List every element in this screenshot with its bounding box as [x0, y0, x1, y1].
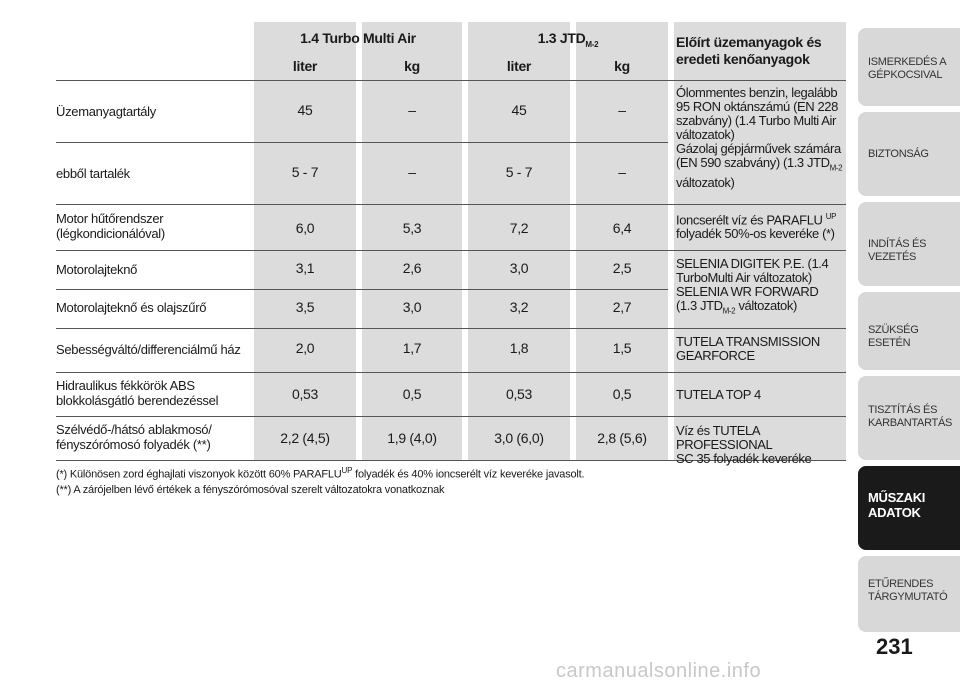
table-cell: – [408, 102, 416, 118]
engine2-header: 1.3 $JTD_{M-2}$ [537, 30, 599, 49]
table-cell: 3,0 (6,0) [494, 430, 544, 446]
col-divider [668, 22, 674, 460]
footnote-1: (*) Különösen zord éghajlati viszonyok között 60% $PARAFLU^{UP}$ folyadék és 40% ioncserélt víz keveréke javasolt. [56, 466, 585, 481]
row-divider [56, 289, 668, 290]
watermark: carmanualsonline.info [556, 660, 762, 682]
row-label-oil-sump: Motorolajteknő [56, 262, 138, 277]
table-cell: 3,0 [509, 260, 529, 276]
tab-emergency[interactable]: SZÜKSÉG ESETÉN [858, 292, 960, 370]
unit-kg-1: kg [404, 58, 420, 74]
table-cell: 7,2 [509, 220, 529, 236]
tab-safety[interactable]: BIZTONSÁG [858, 112, 960, 196]
table-cell: 5 - 7 [291, 164, 319, 180]
unit-liter-2: liter [506, 58, 532, 74]
table-cell: 1,8 [509, 340, 529, 356]
table-cell: – [618, 164, 626, 180]
engine1-header: 1.4 Turbo Multi Air [300, 30, 416, 46]
spec-fuel: Ólommentes benzin, legalább 95 RON oktánszámú (EN 228 szabvány) (1.4 Turbo Multi Air változatok) Gázolaj gépjárművek számára (EN 590 szabvány) (1.3 $JTD_{M-2}$ változatok) [676, 85, 843, 190]
tab-technical-data[interactable]: MŰSZAKI ADATOK [858, 466, 960, 550]
tab-maintenance[interactable]: TISZTÍTÁS ÉS KARBANTARTÁS [858, 376, 960, 460]
row-label-fuel-tank: Üzemanyagtartály [56, 104, 156, 119]
row-label-cooling: Motor hűtőrendszer (légkondicionálóval) [56, 211, 165, 241]
row-divider [56, 250, 846, 251]
table-cell: 5,3 [402, 220, 422, 236]
row-divider [56, 416, 846, 417]
table-cell: 1,9 (4,0) [387, 430, 437, 446]
row-label-brakes: Hidraulikus fékkörök ABS blokkolásgátló berendezéssel [56, 378, 219, 408]
row-divider [56, 204, 846, 205]
spec-gearbox: TUTELA TRANSMISSION GEARFORCE [676, 334, 820, 363]
row-label-oil-filter: Motorolajteknő és olajszűrő [56, 300, 207, 315]
table-cell: 3,1 [295, 260, 315, 276]
spec-coolant: Ioncserélt víz és PARAFLU $^{UP}$ folyadék 50%-os keveréke (*) [676, 212, 837, 242]
table-cell: 1,5 [612, 340, 632, 356]
table-cell: 2,2 (4,5) [280, 430, 330, 446]
table-cell: 3,2 [509, 299, 529, 315]
table-cell: 3,0 [402, 299, 422, 315]
table-cell: – [618, 102, 626, 118]
row-divider [56, 372, 846, 373]
page-number: 231 [876, 634, 913, 659]
row-divider [56, 142, 668, 143]
table-cell: 45 [297, 102, 313, 118]
table-cell: 5 - 7 [505, 164, 533, 180]
tab-getting-to-know[interactable]: ISMERKEDÉS A GÉPKOCSIVAL [858, 28, 960, 106]
tab-starting-driving[interactable]: INDÍTÁS ÉS VEZETÉS [858, 202, 960, 286]
table-cell: 2,6 [402, 260, 422, 276]
table-cell: 2,5 [612, 260, 632, 276]
row-label-gearbox: Sebességváltó/differenciálmű ház [56, 342, 241, 357]
unit-kg-2: kg [614, 58, 630, 74]
tab-index[interactable]: ETŰRENDES TÁRGYMUTATÓ [858, 556, 960, 632]
footnote-2: (**) A zárójelben lévő értékek a fényszórómosóval szerelt változatokra vonatkoznak [56, 484, 445, 496]
table-cell: 6,4 [612, 220, 632, 236]
table-cell: 0,5 [402, 386, 422, 402]
row-divider [56, 328, 846, 329]
row-divider [56, 80, 846, 81]
table-cell: 6,0 [295, 220, 315, 236]
spec-brake: TUTELA TOP 4 [676, 387, 761, 402]
table-cell: 3,5 [295, 299, 315, 315]
table-cell: 2,0 [295, 340, 315, 356]
table-cell: 2,7 [612, 299, 632, 315]
spec-title: Előírt üzemanyagok és eredeti kenőanyagok [676, 34, 822, 67]
table-cell: 2,8 (5,6) [597, 430, 647, 446]
table-cell: 1,7 [402, 340, 422, 356]
table-cell: 0,53 [505, 386, 533, 402]
row-label-washer: Szélvédő-/hátsó ablakmosó/ fényszórómosó folyadék (**) [56, 422, 212, 452]
row-label-reserve: ebből tartalék [56, 166, 130, 181]
unit-liter-1: liter [292, 58, 318, 74]
table-cell: 0,53 [291, 386, 319, 402]
spec-oil: SELENIA DIGITEK P.E. (1.4 TurboMulti Air változatok) SELENIA WR FORWARD (1.3 $JTD_{M-2}$ változatok) [676, 256, 829, 316]
table-cell: – [408, 164, 416, 180]
table-cell: 0,5 [612, 386, 632, 402]
spec-washer: Víz és TUTELA PROFESSIONAL SC 35 folyadék keveréke [676, 423, 812, 466]
table-cell: 45 [511, 102, 527, 118]
